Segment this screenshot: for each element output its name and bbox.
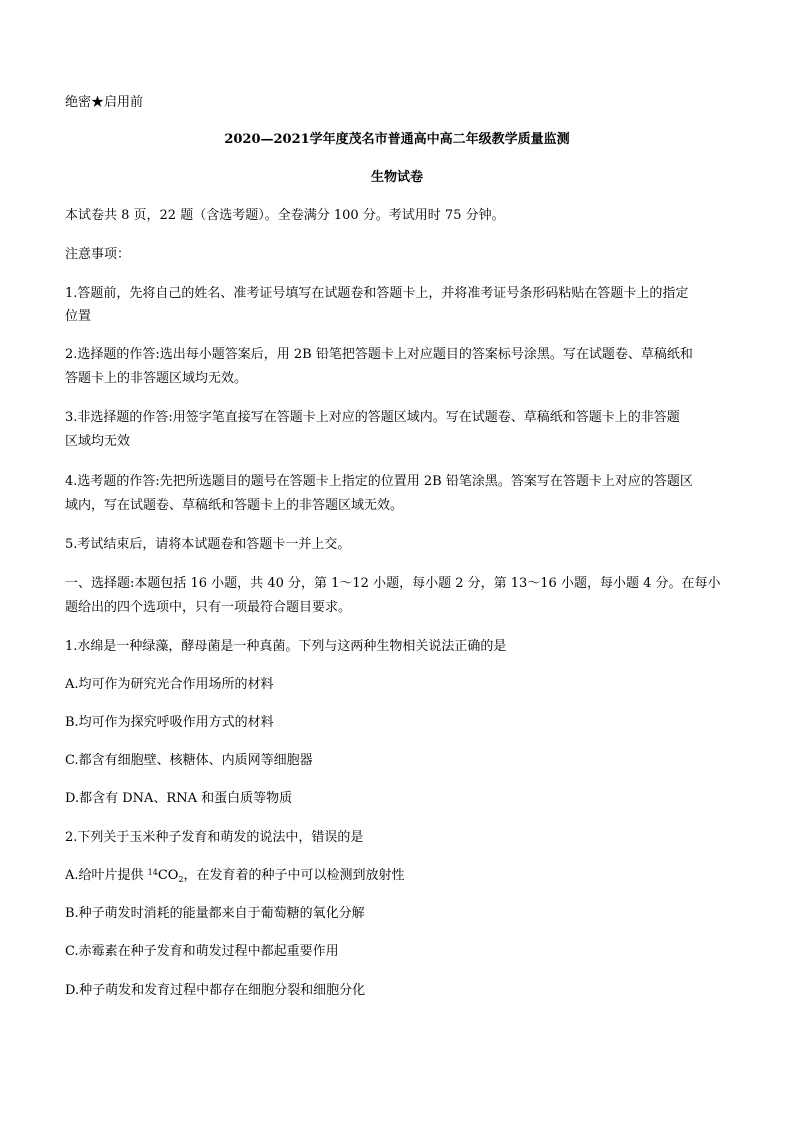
note-item-4-line-1: 4.选考题的作答:先把所选题目的题号在答题卡上指定的位置用 2B 铅笔涂黑。答案写在答题卡上对应的答题区: [65, 474, 693, 489]
option-a-prefix: A.给叶片提供: [65, 868, 148, 883]
question-1-option-d: D.都含有 DNA、RNA 和蛋白质等物质: [65, 791, 293, 806]
isotope-mass-number: 14: [147, 868, 158, 877]
section-heading-line-2: 题给出的四个选项中，只有一项最符合题目要求。: [65, 600, 352, 615]
question-2-option-a: [65, 863, 735, 889]
exam-intro: 本试卷共 8 页，22 题（含选考题）。全卷满分 100 分。考试用时 75 分钟。: [65, 208, 505, 223]
exam-title: 2020—2021学年度茂名市普通高中高二年级教学质量监测: [224, 132, 570, 147]
note-item-1-line-1: 1.答题前，先将自己的姓名、准考证号填写在试题卷和答题卡上，并将准考证号条形码粘贴在答题卡上的指定: [65, 286, 689, 301]
question-1-stem: 1.水绵是一种绿藻，酵母菌是一种真菌。下列与这两种生物相关说法正确的是: [65, 639, 507, 654]
section-heading-line-1: 一、选择题:本题包括 16 小题，共 40 分，第 1～12 小题，每小题 2 分，第 13～16 小题，每小题 4 分。在每小: [65, 576, 721, 591]
exam-subtitle: 生物试卷: [370, 170, 423, 185]
note-item-3-line-1: 3.非选择题的作答:用签字笔直接写在答题卡上对应的答题区域内。写在试题卷、草稿纸和答题卡上的非答题: [65, 410, 680, 425]
option-a-rest: ，在发育着的种子中可以检测到放射性: [183, 868, 405, 883]
question-1-option-c: C.都含有细胞壁、核糖体、内质网等细胞器: [65, 753, 313, 768]
note-item-5: 5.考试结束后，请将本试题卷和答题卡一并上交。: [65, 537, 351, 552]
question-2-stem: 2.下列关于玉米种子发育和萌发的说法中，错误的是: [65, 830, 364, 845]
note-item-1-line-2: 位置: [65, 309, 92, 324]
note-item-2-line-2: 答题卡上的非答题区域均无效。: [65, 371, 248, 386]
question-2-option-c: C.赤霉素在种子发育和萌发过程中都起重要作用: [65, 944, 339, 959]
formula-subscript: 2: [178, 875, 184, 884]
question-1-option-a: A.均可作为研究光合作用场所的材料: [65, 677, 274, 692]
question-2-option-d: D.种子萌发和发育过程中都存在细胞分裂和细胞分化: [65, 983, 366, 998]
question-1-option-b: B.均可作为探究呼吸作用方式的材料: [65, 715, 274, 730]
notes-heading: 注意事项：: [65, 247, 131, 262]
secret-label: 绝密★启用前: [65, 95, 144, 110]
note-item-2-line-1: 2.选择题的作答:选出每小题答案后，用 2B 铅笔把答题卡上对应题目的答案标号涂黑。写在试题卷、草稿纸和: [65, 347, 693, 362]
note-item-4-line-2: 域内，写在试题卷、草稿纸和答题卡上的非答题区域无效。: [65, 498, 404, 513]
formula-co: CO: [157, 868, 179, 883]
note-item-3-line-2: 区域均无效: [65, 434, 131, 449]
question-2-option-b: B.种子萌发时消耗的能量都来自于葡萄糖的氧化分解: [65, 906, 365, 921]
